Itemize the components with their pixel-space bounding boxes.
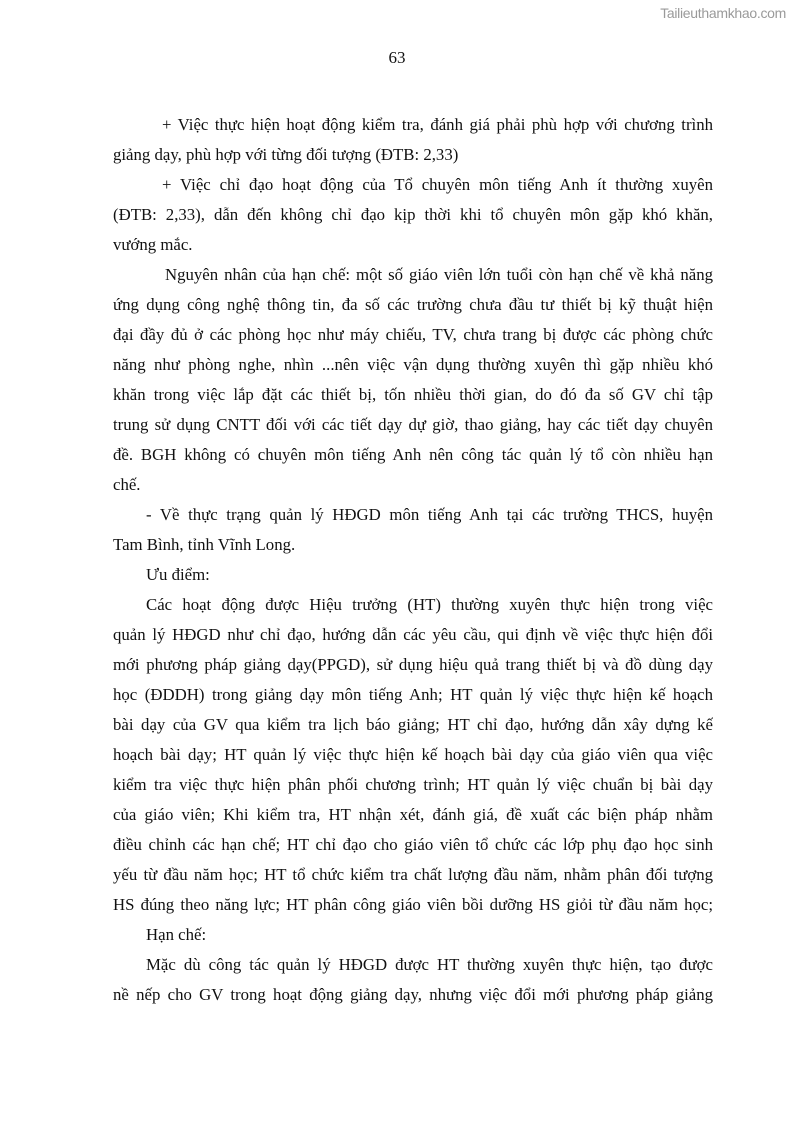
text-line: giảng dạy, phù hợp với từng đối tượng (ĐTB: 2,33) <box>113 145 459 164</box>
text-line: Mặc dù công tác quản lý HĐGD được HT thường xuyên thực hiện, tạo được <box>146 955 713 974</box>
watermark: Tailieuthamkhao.com <box>660 5 786 21</box>
text-line: trung sử dụng CNTT đối với các tiết dạy dự giờ, thao giảng, hay các tiết dạy chuyên <box>113 415 713 434</box>
section-heading: Hạn chế: <box>146 925 207 944</box>
section-heading: Ưu điểm: <box>146 565 210 584</box>
text-line: ứng dụng công nghệ thông tin, đa số các trường chưa đầu tư thiết bị kỹ thuật hiện <box>113 295 713 314</box>
text-line: Các hoạt động được Hiệu trưởng (HT) thường xuyên thực hiện trong việc <box>146 595 713 614</box>
text-line: yếu từ đầu năm học; HT tổ chức kiểm tra chất lượng đầu năm, nhằm phân đối tượng <box>113 865 713 884</box>
text-line: + Việc chỉ đạo hoạt động của Tổ chuyên môn tiếng Anh ít thường xuyên <box>162 175 713 194</box>
text-line: năng như phòng nghe, nhìn ...nên việc vận dụng thường xuyên thì gặp nhiều khó <box>113 355 713 374</box>
text-line: + Việc thực hiện hoạt động kiểm tra, đánh giá phải phù hợp với chương trình <box>162 115 713 134</box>
text-line: Nguyên nhân của hạn chế: một số giáo viên lớn tuổi còn hạn chế về khả năng <box>165 265 713 284</box>
text-line: đề. BGH không có chuyên môn tiếng Anh nên công tác quản lý tổ còn nhiều hạn <box>113 445 713 464</box>
text-line: điều chỉnh các hạn chế; HT chỉ đạo cho giáo viên tổ chức các lớp phụ đạo học sinh <box>113 835 713 854</box>
text-line: bài dạy của GV qua kiểm tra lịch báo giảng; HT chỉ đạo, hướng dẫn xây dựng kế <box>113 715 713 734</box>
text-line: kiểm tra việc thực hiện phân phối chương trình; HT quản lý việc chuẩn bị bài dạy <box>113 775 713 794</box>
document-body <box>113 110 713 1010</box>
text-line: - Về thực trạng quản lý HĐGD môn tiếng Anh tại các trường THCS, huyện <box>146 505 713 524</box>
text-line: của giáo viên; Khi kiểm tra, HT nhận xét, đánh giá, đề xuất các biện pháp nhằm <box>113 805 713 824</box>
text-line: chế. <box>113 475 141 494</box>
text-line: học (ĐDDH) trong giảng dạy môn tiếng Anh; HT quản lý việc thực hiện kế hoạch <box>113 685 713 704</box>
text-line: nề nếp cho GV trong hoạt động giảng dạy, nhưng việc đổi mới phương pháp giảng <box>113 985 713 1004</box>
text-line: khăn trong việc lắp đặt các thiết bị, tốn nhiều thời gian, do đó đa số GV chỉ tập <box>113 385 713 404</box>
text-line: hoạch bài dạy; HT quản lý việc thực hiện kế hoạch bài dạy của giáo viên qua việc <box>113 745 713 764</box>
text-line: quản lý HĐGD như chỉ đạo, hướng dẫn các yêu cầu, qui định về việc thực hiện đổi <box>113 625 713 644</box>
page-number: 63 <box>388 48 406 67</box>
text-line: (ĐTB: 2,33), dẫn đến không chỉ đạo kịp thời khi tổ chuyên môn gặp khó khăn, <box>113 205 713 224</box>
text-line: vướng mắc. <box>113 235 193 254</box>
text-line: HS đúng theo năng lực; HT phân công giáo viên bồi dưỡng HS giỏi từ đầu năm học; <box>113 895 713 914</box>
text-line: Tam Bình, tỉnh Vĩnh Long. <box>113 535 296 554</box>
text-line: mới phương pháp giảng dạy(PPGD), sử dụng hiệu quả trang thiết bị và đồ dùng dạy <box>113 655 713 674</box>
text-line: đại đầy đủ ở các phòng học như máy chiếu, TV, chưa trang bị được các phòng chức <box>113 325 713 344</box>
